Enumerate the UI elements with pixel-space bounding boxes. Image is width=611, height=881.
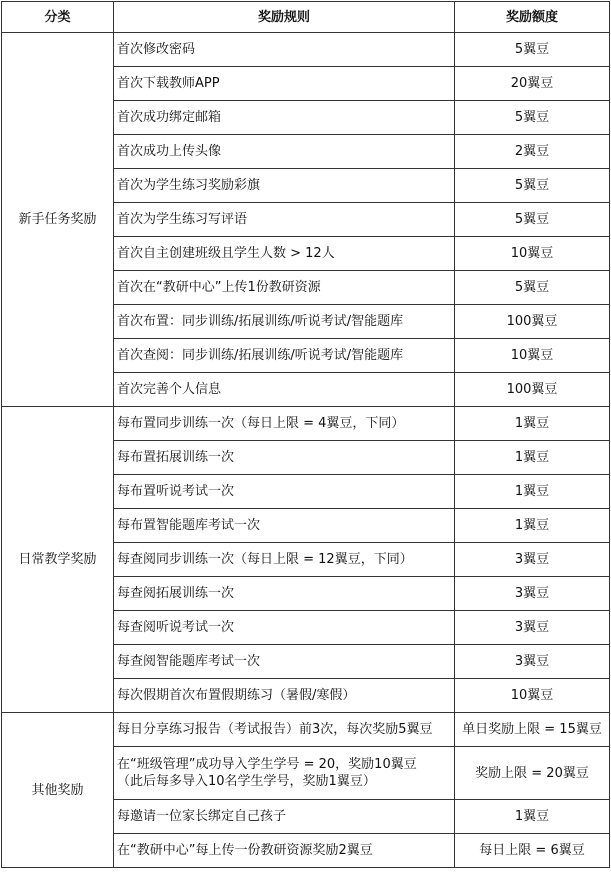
amount-cell: 2翼豆	[455, 135, 610, 169]
category-newbie-tasks: 新手任务奖励	[2, 33, 114, 407]
amount-cell: 3翼豆	[455, 543, 610, 577]
rule-cell-multiline	[114, 747, 455, 800]
rule-cell: 首次成功绑定邮箱	[114, 101, 455, 135]
rule-line: 在“班级管理”成功导入学生学号 = 20，奖励10翼豆	[117, 757, 417, 772]
rule-line: （此后每多导入10名学生学号，奖励1翼豆）	[117, 774, 376, 789]
amount-cell: 5翼豆	[455, 203, 610, 237]
amount-cell: 每日上限 = 6翼豆	[455, 834, 610, 868]
rule-cell: 每查阅听说考试一次	[114, 611, 455, 645]
header-category: 分类	[2, 2, 114, 33]
rule-cell: 在“教研中心”每上传一份教研资源奖励2翼豆	[114, 834, 455, 868]
rule-cell: 首次修改密码	[114, 33, 455, 67]
amount-cell: 1翼豆	[455, 800, 610, 834]
amount-cell: 10翼豆	[455, 339, 610, 373]
amount-cell: 20翼豆	[455, 67, 610, 101]
amount-cell: 3翼豆	[455, 645, 610, 679]
table-row	[2, 33, 610, 67]
rule-cell: 首次查阅：同步训练/拓展训练/听说考试/智能题库	[114, 339, 455, 373]
amount-cell: 1翼豆	[455, 475, 610, 509]
table-header-row	[2, 2, 610, 33]
rule-cell: 首次下载教师APP	[114, 67, 455, 101]
rule-cell: 首次为学生练习写评语	[114, 203, 455, 237]
amount-cell: 3翼豆	[455, 611, 610, 645]
rule-cell: 每布置拓展训练一次	[114, 441, 455, 475]
amount-cell: 1翼豆	[455, 509, 610, 543]
rule-cell: 首次在“教研中心”上传1份教研资源	[114, 271, 455, 305]
rule-cell: 每查阅拓展训练一次	[114, 577, 455, 611]
amount-cell: 奖励上限 = 20翼豆	[455, 747, 610, 800]
rule-cell: 每布置智能题库考试一次	[114, 509, 455, 543]
rule-cell: 首次为学生练习奖励彩旗	[114, 169, 455, 203]
rule-cell: 每布置听说考试一次	[114, 475, 455, 509]
amount-cell: 5翼豆	[455, 101, 610, 135]
amount-cell: 5翼豆	[455, 271, 610, 305]
rule-cell: 每查阅同步训练一次（每日上限 = 12翼豆，下同）	[114, 543, 455, 577]
amount-cell: 100翼豆	[455, 305, 610, 339]
rule-cell: 每邀请一位家长绑定自己孩子	[114, 800, 455, 834]
reward-rules-table	[1, 1, 610, 868]
amount-cell: 100翼豆	[455, 373, 610, 407]
amount-cell: 10翼豆	[455, 237, 610, 271]
amount-cell: 1翼豆	[455, 441, 610, 475]
header-amount: 奖励额度	[455, 2, 610, 33]
rule-cell: 每日分享练习报告（考试报告）前3次，每次奖励5翼豆	[114, 713, 455, 747]
amount-cell: 10翼豆	[455, 679, 610, 713]
rule-cell: 每次假期首次布置假期练习（暑假/寒假）	[114, 679, 455, 713]
amount-cell: 5翼豆	[455, 169, 610, 203]
rule-cell: 首次自主创建班级且学生人数 > 12人	[114, 237, 455, 271]
table-row	[2, 713, 610, 747]
rule-cell: 首次布置：同步训练/拓展训练/听说考试/智能题库	[114, 305, 455, 339]
amount-cell: 1翼豆	[455, 407, 610, 441]
rule-cell: 每查阅智能题库考试一次	[114, 645, 455, 679]
header-rule: 奖励规则	[114, 2, 455, 33]
amount-cell: 单日奖励上限 = 15翼豆	[455, 713, 610, 747]
rule-cell: 每布置同步训练一次（每日上限 = 4翼豆，下同）	[114, 407, 455, 441]
amount-cell: 5翼豆	[455, 33, 610, 67]
rule-cell: 首次完善个人信息	[114, 373, 455, 407]
category-other: 其他奖励	[2, 713, 114, 868]
category-daily-teaching: 日常教学奖励	[2, 407, 114, 713]
table-row	[2, 407, 610, 441]
rule-cell: 首次成功上传头像	[114, 135, 455, 169]
amount-cell: 3翼豆	[455, 577, 610, 611]
